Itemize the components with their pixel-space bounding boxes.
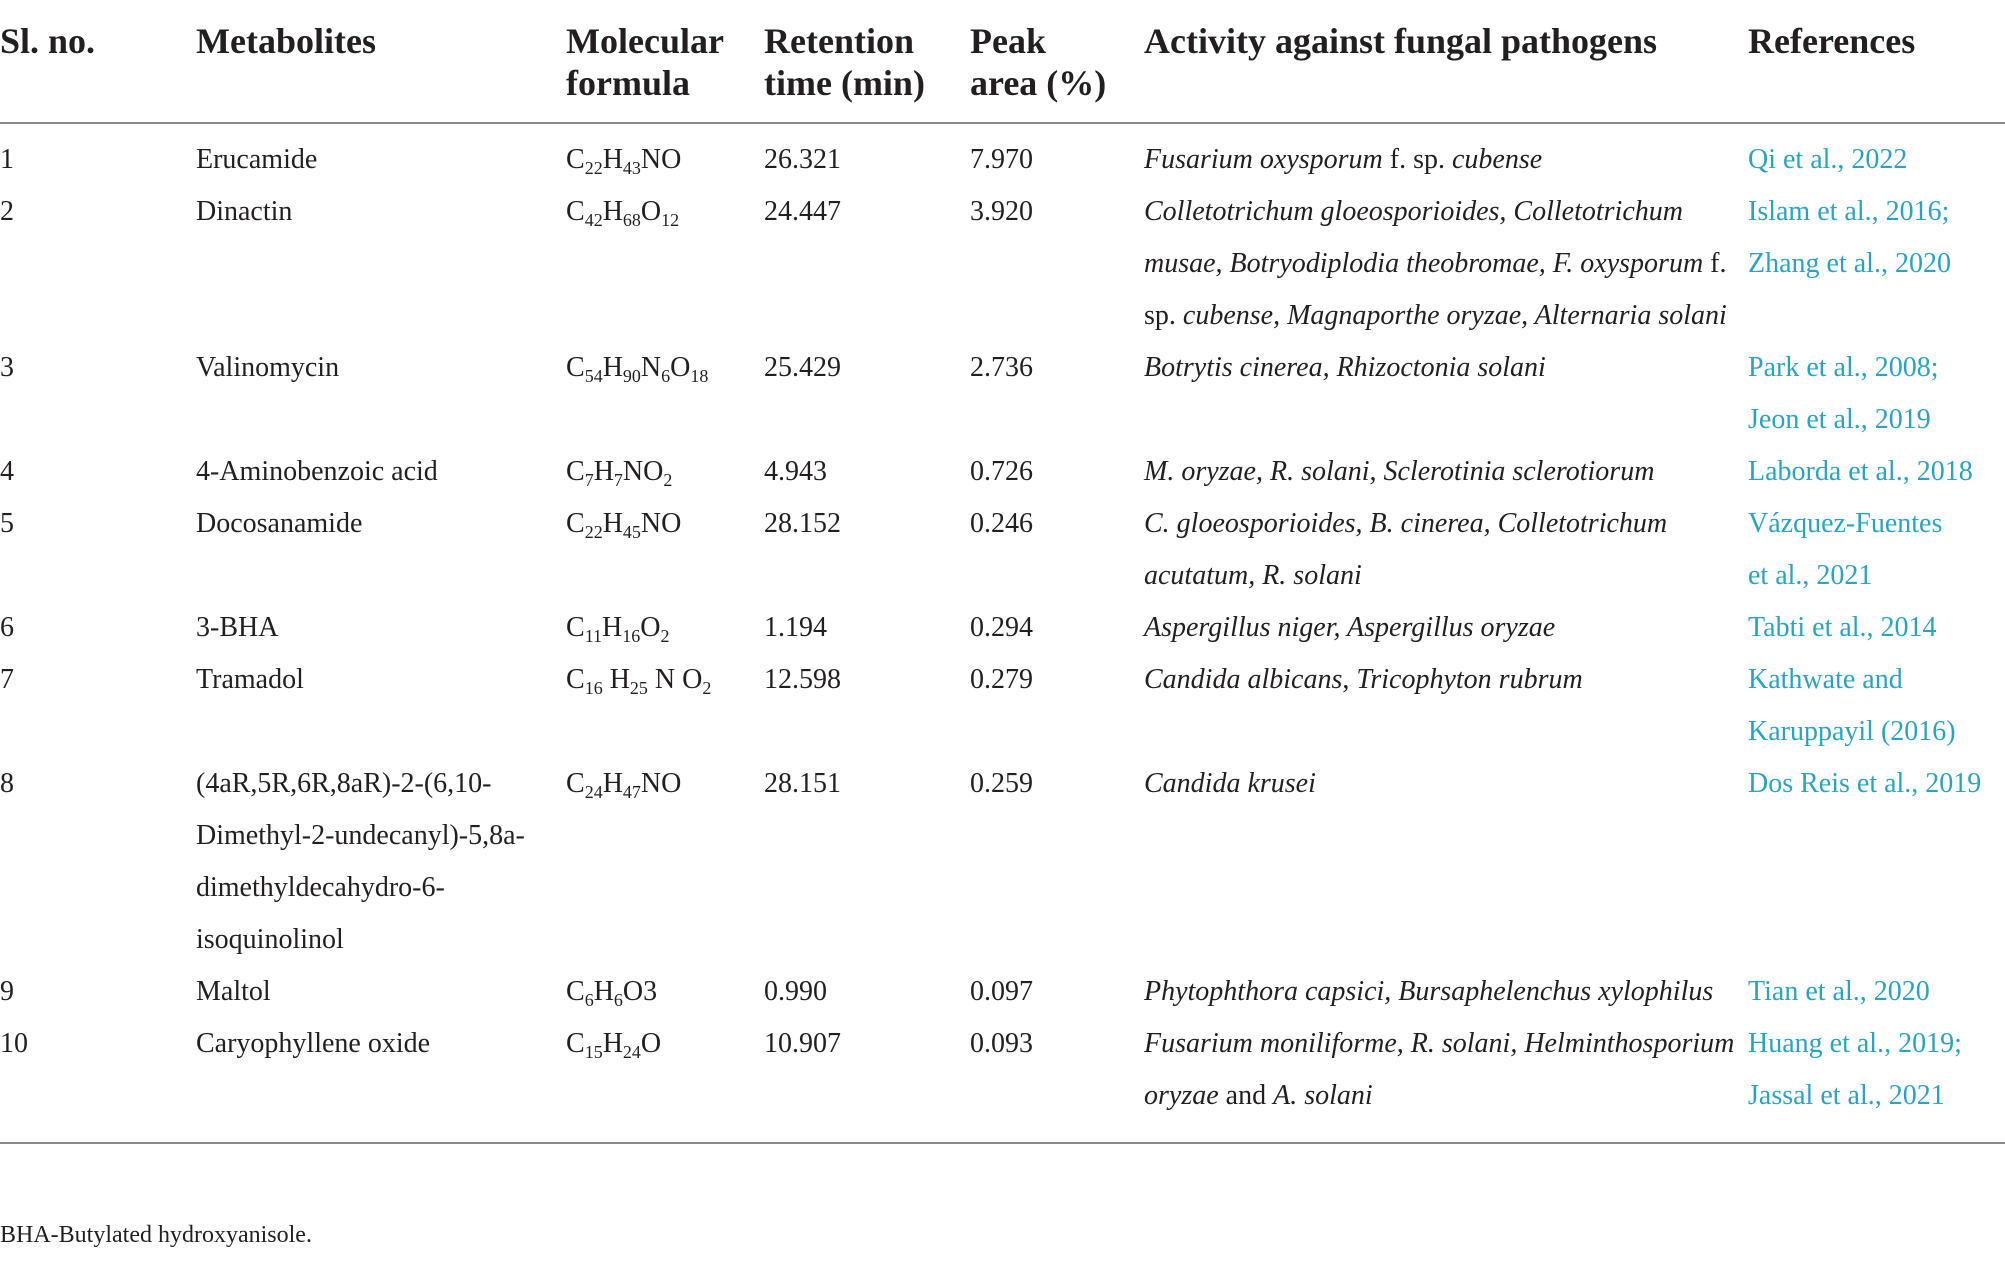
retention-time: 26.321	[764, 144, 841, 175]
peak-area: 0.097	[970, 976, 1033, 1007]
peak-area: 0.246	[970, 508, 1033, 539]
formula-text: C	[566, 508, 585, 539]
references-cell	[1748, 186, 2005, 342]
reference-link[interactable]: Zhang et al., 2020	[1748, 248, 1951, 279]
metabolite-cell	[196, 123, 566, 186]
sl-no-cell	[0, 123, 196, 186]
header-metabolites: Metabolites	[196, 0, 566, 123]
formula-text: C	[566, 144, 585, 175]
formula-subscript: 6	[584, 990, 594, 1010]
reference-link[interactable]: Karuppayil (2016)	[1748, 716, 1956, 747]
formula-subscript: 54	[584, 366, 603, 386]
retention-time: 28.151	[764, 768, 841, 799]
pathogen-name: cubense	[1452, 144, 1543, 175]
pathogen-name: Colletotrichum gloeosporioides, Colletotrichum musae, Botryodiplodia theobromae, F. oxysporum	[1144, 196, 1704, 279]
reference-link[interactable]: et al., 2021	[1748, 560, 1873, 591]
pathogen-name: A. solani	[1273, 1080, 1373, 1111]
activity-text: f. sp.	[1144, 248, 1727, 331]
formula-text: C	[566, 976, 585, 1007]
formula-text: C	[566, 612, 585, 643]
reference-link[interactable]: Vázquez-Fuentes	[1748, 508, 1943, 539]
peak-area-cell	[970, 1018, 1144, 1143]
sl-no: 8	[0, 768, 14, 799]
pathogen-name: Botrytis cinerea, Rhizoctonia solani	[1144, 352, 1546, 383]
header-molecular-formula: Molecular formula	[566, 0, 764, 123]
sl-no: 4	[0, 456, 14, 487]
reference-link[interactable]: Qi et al., 2022	[1748, 144, 1908, 175]
activity-cell	[1144, 186, 1748, 342]
formula-subscript: 45	[622, 522, 641, 542]
sl-no-cell	[0, 758, 196, 966]
retention-time: 0.990	[764, 976, 827, 1007]
sl-no-cell	[0, 446, 196, 498]
reference-link[interactable]: Jeon et al., 2019	[1748, 404, 1931, 435]
formula-text: H	[602, 612, 623, 643]
formula-cell	[566, 654, 764, 758]
activity-cell	[1144, 758, 1748, 966]
retention-time-cell	[764, 123, 970, 186]
activity-cell	[1144, 654, 1748, 758]
formula-subscript: 90	[622, 366, 641, 386]
retention-time: 25.429	[764, 352, 841, 383]
metabolite-cell	[196, 654, 566, 758]
pathogen-name: Fusarium oxysporum	[1144, 144, 1383, 175]
references-cell	[1748, 1018, 2005, 1143]
activity-cell	[1144, 602, 1748, 654]
references-cell	[1748, 654, 2005, 758]
formula-cell	[566, 1018, 764, 1143]
formula-subscript: 47	[622, 782, 641, 802]
formula-cell	[566, 498, 764, 602]
sl-no: 1	[0, 144, 14, 175]
references-cell	[1748, 602, 2005, 654]
formula-text: N O	[647, 664, 703, 695]
pathogen-name: cubense, Magnaporthe oryzae, Alternaria solani	[1182, 300, 1727, 331]
table-row	[0, 966, 2005, 1018]
metabolite-name: (4aR,5R,6R,8aR)-2-(6,10-Dimethyl-2-undecanyl)-5,8a-dimethyldecahydro-6-isoquinolinol	[196, 768, 525, 955]
peak-area: 2.736	[970, 352, 1033, 383]
activity-cell	[1144, 966, 1748, 1018]
header-row	[0, 0, 2005, 123]
formula-text: C	[566, 1028, 585, 1059]
retention-time: 12.598	[764, 664, 841, 695]
metabolite-name: 3-BHA	[196, 612, 279, 643]
sl-no-cell	[0, 186, 196, 342]
formula-text: NO	[640, 144, 682, 175]
formula-text: O	[670, 352, 691, 383]
sl-no: 7	[0, 664, 14, 695]
peak-area-cell	[970, 123, 1144, 186]
sl-no-cell	[0, 1018, 196, 1143]
metabolite-cell	[196, 966, 566, 1018]
formula-subscript: 12	[661, 210, 680, 230]
table-row	[0, 602, 2005, 654]
formula-subscript: 2	[660, 626, 670, 646]
formula-subscript: 7	[613, 470, 623, 490]
reference-link[interactable]: Tian et al., 2020	[1748, 976, 1930, 1007]
formula-text: C	[566, 352, 585, 383]
table-row	[0, 498, 2005, 602]
formula-subscript: 2	[663, 470, 673, 490]
header-sl-no: Sl. no.	[0, 0, 196, 123]
formula-text: N	[640, 352, 662, 383]
retention-time-cell	[764, 342, 970, 446]
metabolite-cell	[196, 758, 566, 966]
retention-time: 10.907	[764, 1028, 841, 1059]
formula-text: NO	[640, 768, 682, 799]
peak-area: 7.970	[970, 144, 1033, 175]
sl-no-cell	[0, 498, 196, 602]
table-row	[0, 123, 2005, 186]
sl-no-cell	[0, 966, 196, 1018]
formula-text: H	[593, 456, 614, 487]
formula-text: O	[640, 1028, 662, 1059]
reference-link[interactable]: Tabti et al., 2014	[1748, 612, 1937, 643]
formula-text: H	[602, 352, 623, 383]
formula-cell	[566, 966, 764, 1018]
references-cell	[1748, 123, 2005, 186]
metabolite-cell	[196, 498, 566, 602]
formula-text: C	[566, 196, 585, 227]
formula-subscript: 25	[629, 678, 648, 698]
formula-text: H	[602, 768, 623, 799]
formula-subscript: 22	[584, 522, 603, 542]
retention-time-cell	[764, 654, 970, 758]
retention-time-cell	[764, 498, 970, 602]
metabolite-cell	[196, 602, 566, 654]
references-cell	[1748, 758, 2005, 966]
formula-text: H	[593, 976, 614, 1007]
sl-no: 2	[0, 196, 14, 227]
table-row	[0, 342, 2005, 446]
metabolite-name: Erucamide	[196, 144, 318, 175]
table-body	[0, 123, 2005, 1143]
formula-text: NO	[622, 456, 664, 487]
formula-text: C	[566, 456, 585, 487]
pathogen-name: Candida albicans	[1144, 664, 1343, 695]
peak-area-cell	[970, 654, 1144, 758]
retention-time-cell	[764, 758, 970, 966]
sl-no: 3	[0, 352, 14, 383]
header-activity: Activity against fungal pathogens	[1144, 0, 1748, 123]
metabolite-name: Maltol	[196, 976, 271, 1007]
metabolite-name: Docosanamide	[196, 508, 363, 539]
formula-cell	[566, 123, 764, 186]
retention-time: 28.152	[764, 508, 841, 539]
formula-text: C	[566, 664, 585, 695]
formula-subscript: 18	[690, 366, 709, 386]
formula-cell	[566, 758, 764, 966]
pathogen-name: Aspergillus niger, Aspergillus oryzae	[1144, 612, 1556, 643]
peak-area: 0.726	[970, 456, 1033, 487]
activity-cell	[1144, 342, 1748, 446]
table-row	[0, 758, 2005, 966]
formula-text: O	[640, 612, 661, 643]
reference-link[interactable]: Kathwate and	[1748, 664, 1903, 695]
metabolite-cell	[196, 186, 566, 342]
table-row	[0, 1018, 2005, 1143]
retention-time: 24.447	[764, 196, 841, 227]
sl-no: 9	[0, 976, 14, 1007]
formula-text: H	[602, 196, 623, 227]
activity-cell	[1144, 123, 1748, 186]
references-cell	[1748, 966, 2005, 1018]
metabolite-name: 4-Aminobenzoic acid	[196, 456, 438, 487]
table-footnote: BHA-Butylated hydroxyanisole.	[0, 1222, 312, 1248]
table-row	[0, 186, 2005, 342]
peak-area-cell	[970, 758, 1144, 966]
retention-time-cell	[764, 446, 970, 498]
peak-area-cell	[970, 186, 1144, 342]
activity-cell	[1144, 1018, 1748, 1143]
pathogen-name: Tricophyton rubrum	[1356, 664, 1583, 695]
formula-cell	[566, 186, 764, 342]
references-cell	[1748, 342, 2005, 446]
activity-cell	[1144, 498, 1748, 602]
metabolite-name: Valinomycin	[196, 352, 340, 383]
formula-cell	[566, 602, 764, 654]
table-row	[0, 654, 2005, 758]
peak-area: 0.259	[970, 768, 1033, 799]
reference-link[interactable]: Laborda et al., 2018	[1748, 456, 1973, 487]
peak-area: 0.279	[970, 664, 1033, 695]
formula-subscript: 7	[584, 470, 594, 490]
reference-link[interactable]: Jassal et al., 2021	[1748, 1080, 1945, 1111]
activity-text: ,	[1342, 664, 1357, 695]
pathogen-name: C. gloeosporioides, B. cinerea, Colletotrichum acutatum, R. solani	[1144, 508, 1668, 591]
sl-no-cell	[0, 342, 196, 446]
references-cell	[1748, 446, 2005, 498]
formula-subscript: 2	[702, 678, 712, 698]
header-peak-area: Peak area (%)	[970, 0, 1144, 123]
retention-time-cell	[764, 186, 970, 342]
references-cell	[1748, 498, 2005, 602]
peak-area-cell	[970, 446, 1144, 498]
formula-text: H	[602, 508, 623, 539]
formula-subscript: 68	[622, 210, 641, 230]
pathogen-name: Candida krusei	[1144, 768, 1316, 799]
formula-subscript: 16	[584, 678, 603, 698]
peak-area: 0.294	[970, 612, 1033, 643]
table-row	[0, 446, 2005, 498]
retention-time-cell	[764, 966, 970, 1018]
sl-no: 5	[0, 508, 14, 539]
reference-link[interactable]: Islam et al., 2016;	[1748, 196, 1950, 227]
sl-no-cell	[0, 602, 196, 654]
activity-cell	[1144, 446, 1748, 498]
retention-time-cell	[764, 602, 970, 654]
formula-text: NO	[640, 508, 682, 539]
formula-subscript: 42	[584, 210, 603, 230]
formula-text: C	[566, 768, 585, 799]
activity-text: f. sp.	[1382, 144, 1452, 175]
table-header	[0, 0, 2005, 123]
formula-subscript: 11	[584, 626, 603, 646]
peak-area-cell	[970, 966, 1144, 1018]
formula-text: H	[602, 1028, 623, 1059]
reference-link[interactable]: Park et al., 2008;	[1748, 352, 1939, 383]
metabolite-cell	[196, 1018, 566, 1143]
retention-time: 1.194	[764, 612, 827, 643]
formula-subscript: 16	[622, 626, 641, 646]
formula-text: O3	[622, 976, 658, 1007]
pathogen-name: Phytophthora capsici, Bursaphelenchus xylophilus	[1144, 976, 1714, 1007]
metabolite-cell	[196, 342, 566, 446]
peak-area-cell	[970, 498, 1144, 602]
header-retention-time: Retention time (min)	[764, 0, 970, 123]
sl-no: 10	[0, 1028, 28, 1059]
sl-no-cell	[0, 654, 196, 758]
header-references: References	[1748, 0, 2005, 123]
formula-text: H	[602, 664, 630, 695]
pathogen-name: Fusarium moniliforme, R. solani, Helminthosporium oryzae	[1144, 1028, 1735, 1111]
retention-time: 4.943	[764, 456, 827, 487]
reference-link[interactable]: Dos Reis et al., 2019	[1748, 768, 1982, 799]
metabolite-name: Caryophyllene oxide	[196, 1028, 431, 1059]
formula-subscript: 24	[622, 1042, 641, 1062]
formula-cell	[566, 446, 764, 498]
pathogen-name: M. oryzae, R. solani, Sclerotinia sclerotiorum	[1144, 456, 1655, 487]
formula-subscript: 22	[584, 158, 603, 178]
peak-area-cell	[970, 602, 1144, 654]
peak-area: 3.920	[970, 196, 1033, 227]
formula-subscript: 6	[661, 366, 671, 386]
peak-area-cell	[970, 342, 1144, 446]
activity-text: and	[1218, 1080, 1274, 1111]
metabolite-cell	[196, 446, 566, 498]
formula-cell	[566, 342, 764, 446]
formula-subscript: 24	[584, 782, 603, 802]
sl-no: 6	[0, 612, 14, 643]
formula-text: H	[602, 144, 623, 175]
metabolite-name: Dinactin	[196, 196, 293, 227]
formula-subscript: 6	[613, 990, 623, 1010]
formula-subscript: 15	[584, 1042, 603, 1062]
peak-area: 0.093	[970, 1028, 1033, 1059]
formula-subscript: 43	[622, 158, 641, 178]
reference-link[interactable]: Huang et al., 2019;	[1748, 1028, 1962, 1059]
metabolite-name: Tramadol	[196, 664, 304, 695]
formula-text: O	[640, 196, 662, 227]
retention-time-cell	[764, 1018, 970, 1143]
